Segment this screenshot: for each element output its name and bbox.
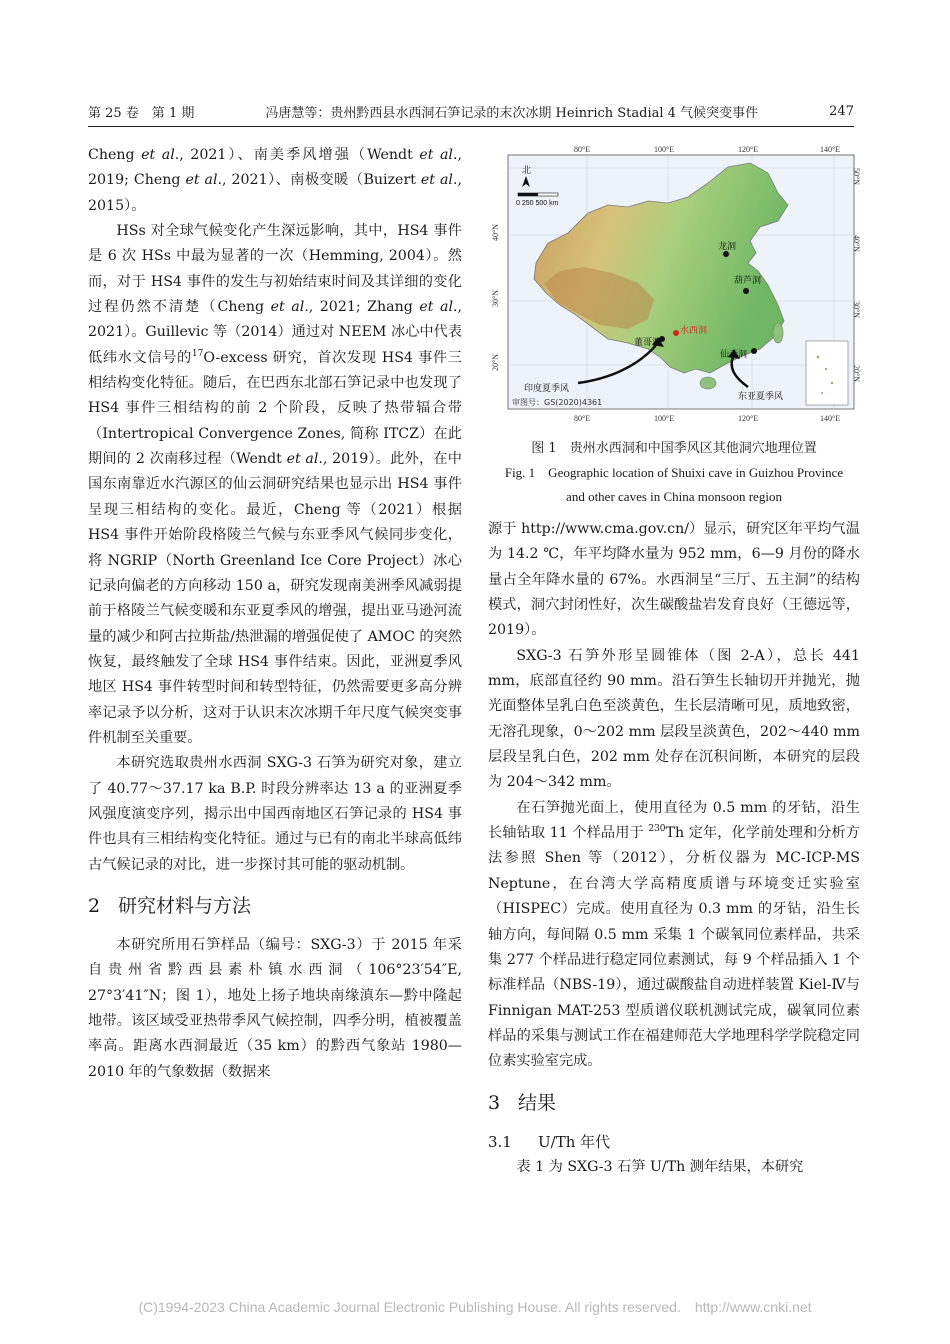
figure-caption-cn: 图 1 贵州水西洞和中国季风区其他洞穴地理位置 (531, 441, 817, 456)
copyright-footer: (C)1994-2023 China Academic Journal Electronic Publishing House. All rights reserved. http://www.cnki.net (138, 1299, 812, 1315)
lon-label: 140°E (820, 145, 841, 154)
cave-label-hulu: 葫芦洞 (734, 276, 762, 286)
lon-label: 100°E (654, 414, 675, 423)
map-figure (488, 143, 860, 423)
taiwan-island (773, 323, 783, 343)
left-column (88, 143, 462, 1085)
italic-text: et al (286, 451, 319, 468)
text-run: ., 2021）、南美季风增强（Wendt (174, 147, 420, 163)
section-title: 研究材料与方法 (118, 894, 252, 917)
superscript: 17 (191, 348, 204, 359)
lon-label: 80°E (574, 145, 591, 154)
lon-label: 140°E (820, 414, 841, 423)
section-heading (88, 894, 462, 919)
cave-marker-hulu (743, 288, 749, 294)
figure-caption-en (488, 461, 860, 509)
journal-volume: 第 25 卷 第 1 期 (88, 105, 195, 121)
north-label: 北 (522, 166, 532, 176)
text-run: Th 定年，化学前处理和分析方法参照 Shen 等（2012），分析仪器为 MC-ICP-MS Neptune，在台湾大学高精度质谱与环境变迁实验室（HISPEC）完成。使用直径为 0.3 mm 的牙钻，沿生长轴方向，每间隔 0.5 mm 采集 1 个碳氧同位素样品，共采集 277 个样品进行稳定同位素测试，每 9 个样品插入 1 个标准样品（NBS-19），通过碳酸盐自动进样装置 Kiel-Ⅳ与 Finnigan MAT-253 型质谱仪联机测试完成，碳氧同位素样品的采集与测试工作在福建师范大学地理科学学院稳定同位素实验室完成。 (488, 825, 860, 1070)
lat-label: 50°N (852, 168, 861, 185)
scale-label: 0 250 500 km (516, 200, 559, 207)
text-run: ., 2019; Cheng (88, 147, 463, 189)
lat-label: 30°N (852, 301, 861, 318)
text-run: HSs 对全球气候变化产生深远影响，其中，HS4 事件是 6 次 HSs 中最为显著的一次（Hemming, 2004）。然而，对于 HS4 事件的发生与初始结束时间及其详细的变化过程仍然不清楚（Cheng (88, 223, 462, 316)
subsection-heading (488, 1130, 860, 1155)
paragraph: 源于 http://www.cma.gov.cn/）显示，研究区年平均气温为 14.2 ℃，年平均降水量为 952 mm，6—9 月份的降水量占全年降水量的 67%。水西洞呈“三厅、五主洞”的结构模式，洞穴封闭性好，次生碳酸盐岩发育良好（王德远等，2019）。 (488, 521, 860, 639)
cave-label-longdong: 龙洞 (718, 242, 737, 252)
text-run: 在石笋抛光面上，使用直径为 0.5 mm 的牙钻，沿生长轴钻取 11 个样品用于 (488, 799, 860, 842)
section-number: 3 (488, 1091, 501, 1114)
caption-en-line: Fig. 1 Geographic location of Shuixi cave in Guizhou Province (504, 465, 844, 480)
cave-marker-xianyun (751, 348, 757, 354)
subsection-title: U/Th 年代 (538, 1132, 611, 1151)
china-map (488, 143, 860, 423)
lon-label: 80°E (574, 414, 591, 423)
superscript: 230 (648, 824, 666, 835)
page-number: 247 (829, 103, 854, 119)
monsoon-label-india: 印度夏季风 (524, 384, 570, 394)
cave-label-dongge: 董哥洞 (634, 338, 662, 348)
italic-text: et al (419, 147, 453, 163)
section-heading (488, 1091, 860, 1116)
caption-en-line: and other caves in China monsoon region (566, 489, 782, 504)
south-china-sea-inset (806, 341, 848, 405)
cave-label-xianyun: 仙云洞 (720, 350, 748, 360)
paragraph (88, 143, 462, 219)
text-run: ., 2021）、南极变暖（Buizert (217, 172, 421, 189)
section-number: 2 (88, 894, 101, 917)
text-run: ., 2021）。Guillevic 等（2014）通过对 NEEM 冰心中代表低纬水文信号的 (88, 299, 463, 366)
lat-label: 20°N (491, 354, 500, 371)
lon-label: 120°E (738, 145, 759, 154)
lat-label: 40°N (491, 224, 500, 241)
text-run: Cheng (88, 147, 142, 163)
paragraph: 本研究所用石笋样品（编号：SXG-3）于 2015 年采自贵州省黔西县素朴镇水西洞（106°23′54″E, 27°3′41″N；图 1），地处上扬子地块南缘滇东—黔中隆起地带。该区域受亚热带季风气候控制，四季分明，植被覆盖率高。距离水西洞最近（35 km）的黔西气象站 1980—2010 年的气象数据（数据来 (88, 936, 462, 1080)
scale-bar (516, 193, 559, 207)
lon-label: 120°E (738, 414, 759, 423)
italic-text: et al (270, 299, 305, 316)
header-rule (88, 126, 854, 127)
map-review-number: 审图号：GS(2020)4361 (512, 398, 603, 407)
lat-label: 40°N (852, 235, 861, 252)
subsection-number: 3.1 (488, 1132, 512, 1151)
paragraph: 本研究选取贵州水西洞 SXG-3 石笋为研究对象，建立了 40.77～37.17 ka B.P. 时段分辨率达 13 a 的亚洲夏季风强度演变序列，揭示出中国西南地区石笋记录的 HS4 事件也具有三相结构变化特征。通过与已有的南北半球高低纬古气候记录的对比，进一步探讨其可能的驱动机制。 (88, 755, 462, 873)
text-run: O-excess 研究，首次发现 HS4 事件三相结构变化特征。随后，在巴西东北部石笋记录中也发现了 HS4 事件三相结构的前 2 个阶段，反映了热带辐合带（Intertropical Convergence Zones, 简称 ITCZ）在此期间的 2 次南移过程（Wendt (88, 349, 462, 468)
section-title: 结果 (518, 1091, 557, 1114)
cave-label-shuixi: 水西洞 (680, 326, 708, 336)
italic-text: et al (419, 299, 453, 316)
italic-text: et al (185, 172, 218, 189)
italic-text: et al (420, 172, 453, 189)
paragraph: 表 1 为 SXG-3 石笋 U/Th 测年结果，本研究 (516, 1158, 804, 1175)
cave-marker-shuixi (673, 330, 679, 336)
running-title: 冯唐慧等：贵州黔西县水西洞石笋记录的末次冰期 Heinrich Stadial 4 气候突变事件 (265, 105, 759, 121)
italic-text: et al (141, 147, 175, 163)
paragraph (88, 219, 462, 751)
text-run: ., 2021; Zhang (304, 299, 420, 316)
hainan-island (700, 377, 716, 389)
paragraph: SXG-3 石笋外形呈圆锥体（图 2-A），总长 441 mm，底部直径约 90 mm。沿石笋生长轴切开并抛光，抛光面整体呈乳白色至淡黄色，生长层清晰可见，质地致密，无溶孔现象，0～202 mm 层段呈淡黄色，202～440 mm 层段呈乳白色，202 mm 处存在沉积间断，本研究的层段为 204～342 mm。 (488, 647, 860, 791)
right-column (488, 517, 860, 1180)
monsoon-label-eastasia: 东亚夏季风 (738, 392, 784, 402)
text-run: ., 2015）。 (88, 172, 462, 214)
lat-label: 30°N (491, 290, 500, 307)
running-header (88, 100, 854, 122)
paragraph (488, 796, 860, 1075)
text-run: ., 2019）。此外，在中国东南靠近水汽源区的仙云洞研究结果也显示出 HS4 事件呈现三相结构的变化。最近，Cheng 等（2021）根据 HS4 事件开始阶段格陵兰气候与东亚季风气候同步变化，将 NGRIP（North Greenland Ice Core Project）冰心记录向偏老的方向移动 150 a，研究发现南美洲季风减弱提前于格陵兰气候变暖和东亚夏季风的增强，提出亚马逊河流量的减少和阿古拉斯盐/热泄漏的增强促使了 AMOC 的突然恢复，最终触发了全球 HS4 事件结束。因此，亚洲夏季风地区 HS4 事件转型时间和转型特征，仍然需要更多高分辨率记录予以分析，这对于认识末次冰期千年尺度气候突变事件机制至关重要。 (88, 451, 462, 746)
lat-label: 20°N (852, 365, 861, 382)
lon-label: 100°E (654, 145, 675, 154)
